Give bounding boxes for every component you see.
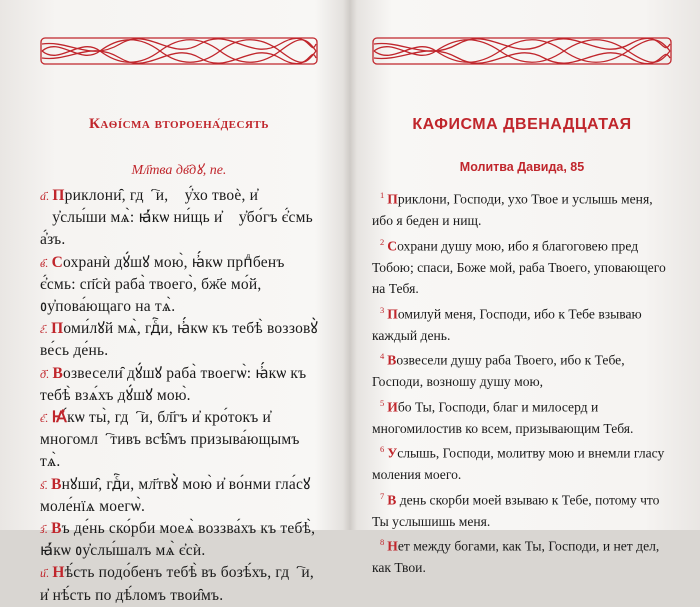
verse: [372, 532, 672, 579]
verse-text: ́кѡ ты̀, гдⷭ҇и, бл҃гъ и҆ кро́токъ и҆ многомлⷭ҇тивъ всѣ̑мъ призыва́ющымъ тѧ̀.: [40, 409, 300, 471]
verse-number: 2: [380, 236, 385, 247]
verse: [372, 393, 672, 440]
prayer-subtitle: Мл҃тва дв҃дꙋ, пе.: [131, 163, 227, 178]
verse-number: д҃.: [40, 366, 50, 381]
right-page-russian: [352, 0, 700, 576]
verse-initial-letter: И: [387, 399, 398, 415]
verse: [372, 439, 672, 486]
verse-text: ет между богами, как Ты, Господи, и нет дел, как Твои.: [372, 538, 660, 576]
verse-text: ъ де́нь ско́рби моеѧ̀ воззва́хъ къ тебѣ̀, ꙗ҆́кѡ ᲂу҆слы́шалъ мѧ̀ є҆сѝ.: [40, 520, 316, 560]
verse: [372, 300, 672, 347]
verse-initial-letter: П: [51, 320, 64, 338]
verse-list: [372, 185, 672, 579]
braided-knot-ornament-icon: [372, 36, 672, 66]
verse-initial-letter: У: [387, 445, 398, 461]
verse-list: [40, 185, 320, 607]
verse-text: омилуй меня, Господи, ибо к Тебе взываю каждый день.: [372, 306, 642, 343]
verse-number: а҃.: [40, 189, 50, 203]
verse-number: 4: [380, 351, 385, 362]
verse-text: бо Ты, Господи, благ и милосерд и многомилостив ко всем, призывающим Тебя.: [372, 399, 634, 436]
verse: [372, 346, 672, 393]
verse-text: ѣ́сть подо́бенъ тебѣ̀ въ бозѣ́хъ, гдⷭ҇и, и҆ нѣ́сть по дѣ́ломъ твои̑мъ.: [40, 564, 314, 604]
verse: [372, 232, 672, 300]
kathisma-title: КАФИСМА ДВЕНАДЦАТАЯ: [412, 116, 632, 133]
verse-number: є҃.: [40, 411, 49, 426]
verse-initial-letter: П: [387, 191, 398, 207]
verse: [40, 318, 320, 362]
verse-text: оми́лꙋй мѧ̀, гдⷭ҇и, ꙗ҆́кѡ къ тебѣ̀ воззовꙋ̀ ве́сь де́нь.: [40, 320, 319, 360]
left-page-church-slavonic: [0, 0, 348, 604]
verse-text: озвесели̑ дꙋ́шꙋ раба̀ твоегѡ̀: ꙗ҆́кѡ къ тебѣ̀ взѧ́хъ дꙋ́шꙋ мою̀.: [40, 364, 307, 404]
verse-number: и҃.: [40, 566, 50, 581]
verse: [372, 486, 672, 533]
verse-text: день скорби моей взываю к Тебе, потому что Ты услышишь меня.: [372, 492, 660, 529]
verse: [40, 562, 320, 606]
verse-number: з҃.: [40, 522, 49, 537]
braided-knot-ornament-icon: [40, 36, 318, 66]
verse-initial-letter: С: [51, 253, 64, 271]
verse-initial-letter: В: [387, 492, 397, 508]
verse-initial-letter: В: [51, 475, 62, 493]
verse: [40, 252, 320, 319]
verse-initial-letter: П: [52, 187, 65, 204]
verse-number: 3: [380, 304, 385, 315]
verse: [372, 185, 672, 232]
verse-text: охранѝ дꙋ́шꙋ мою̀, ꙗ҆́кѡ прпⷣбенъ є҆́смь: сп҃сѝ раба̀ твоего̀, бж҃е мо́й, ᲂу҆пова́ющаго на тѧ̀.: [40, 253, 285, 316]
verse-number: в҃.: [40, 255, 49, 270]
verse-number: 8: [380, 537, 385, 548]
prayer-subtitle: Молитва Давида, 85: [459, 160, 585, 174]
verse-initial-letter: В: [387, 352, 397, 368]
verse-text: озвесели душу раба Твоего, ибо к Тебе, Господи, возношу душу мою,: [372, 352, 625, 390]
verse-text: риклони, Господи, ухо Твое и услышь меня, ибо я беден и нищ.: [372, 191, 653, 229]
verse-number: г҃.: [40, 322, 49, 337]
verse: [40, 185, 320, 252]
verse-number: 5: [380, 397, 385, 408]
verse: [40, 407, 320, 474]
verse-number: 7: [380, 490, 385, 501]
verse-number: 1: [380, 190, 385, 200]
verse-text: нꙋши̑, гдⷭ҇и, мл҃твꙋ̀ мою̀ и҆ во́нми гла́сꙋ моле́нїѧ моегѡ̀.: [40, 475, 311, 515]
verse-initial-letter: В: [52, 364, 64, 382]
verse-text: риклони̑, гдⷭ҇и, ᲂу҆́хо твоѐ, и҆ ᲂу҆слы́ши мѧ̀: ꙗ҆́кѡ ни́щь и҆ ᲂу҆бо́гъ є҆́смь а҆́зъ.: [40, 187, 313, 249]
verse-initial-letter: Н: [387, 538, 398, 554]
verse-initial-letter: В: [51, 520, 62, 538]
verse-initial-letter: Ꙗ҆: [51, 409, 67, 427]
verse-text: слышь, Господи, молитву мою и внемли гласу моления моего.: [372, 445, 665, 483]
verse-number: 6: [380, 444, 385, 455]
verse-number: ѕ҃.: [40, 477, 49, 492]
verse-initial-letter: П: [387, 306, 398, 322]
verse-initial-letter: С: [387, 238, 398, 254]
verse: [40, 474, 320, 518]
verse-initial-letter: Н: [52, 564, 65, 582]
kathisma-title: Каѳі́сма второена́десять: [88, 116, 270, 132]
verse: [40, 363, 320, 407]
verse-text: охрани душу мою, ибо я благоговею пред Тобою; спаси, Боже мой, раба Твоего, уповающего на Тебя.: [372, 238, 666, 297]
verse: [40, 518, 320, 562]
